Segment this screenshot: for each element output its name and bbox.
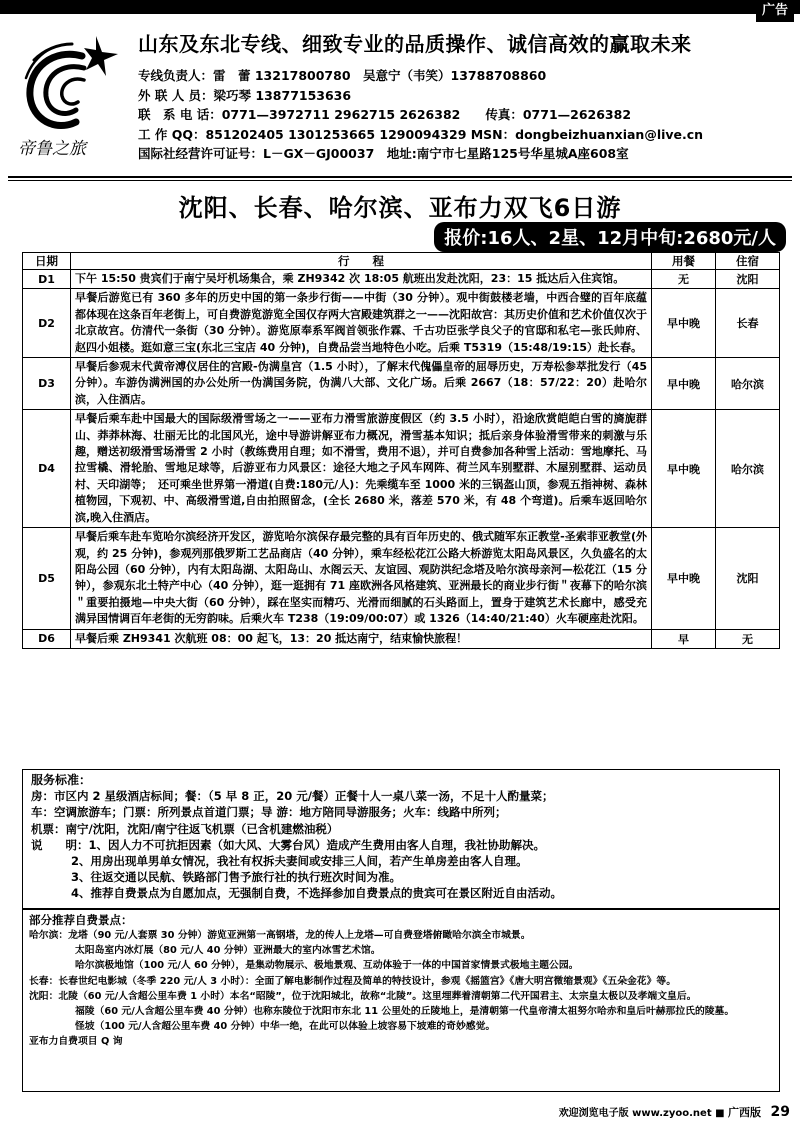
table-row xyxy=(23,270,780,289)
self-pay-attractions xyxy=(22,909,780,1092)
footer-edition-icon: ■ xyxy=(715,1108,725,1119)
row-desc: 早餐后乘车赴车览哈尔滨经济开发区，游览哈尔滨保存最完整的具有百年历史的、俄式随军东正教堂-圣索菲亚教堂(外观，约 25 分钟)，参观列那俄罗斯工艺品商店（40 分钟），乘车经松花江公路大桥游览太阳岛风景区，久负盛名的太阳岛公园（60 分钟），内有太阳岛湖、太阳岛山、水阁云天、友谊园、观防洪纪念塔及哈尔滨母亲河—松花江（15 分钟），参观东北土特产中心（40 分钟），逛一逛拥有 71 座欧洲各风格建筑、亚洲最长的商业步行街＂夜幕下的哈尔滨＂重要拍摄地—中央大街（60 分钟），踩在坚实而精巧、光滑而细腻的石头路面上，置身于建筑艺术长廊中，感受充满异国情调百年老街的无穷韵味。后乘火车 T238（19:09/00:07）或 1326（14:40/21:40）火车硬座赴沈阳。 xyxy=(71,528,652,629)
self-pay-harbin-1: 哈尔滨：龙塔（90 元/人套票 30 分钟）游览亚洲第一高钢塔，龙的传人上龙塔—可自费登塔俯瞰哈尔滨全市城景。 xyxy=(29,930,531,941)
self-pay-title: 部分推荐自费景点： xyxy=(29,913,133,927)
col-header-day: 日期 xyxy=(23,253,71,270)
contact-line-managers: 专线负责人：雷 蕾 13217800780 吴意宁（韦笑）13788708860 xyxy=(138,68,547,83)
row-meal: 早中晚 xyxy=(652,528,716,629)
contact-line-phone: 联 系 电 话：0771—3972711 2962715 2626382 传真：0771—2626382 xyxy=(138,107,632,122)
row-desc: 下午 15:50 贵宾们于南宁吴圩机场集合，乘 ZH9342 次 18:05 航班出发赴沈阳，23：15 抵达后入住宾馆。 xyxy=(71,270,652,289)
swirl-logo-icon xyxy=(14,30,124,160)
row-stay: 长春 xyxy=(716,289,780,358)
service-note-2: 2、用房出现单男单女情况，我社有权拆夫妻间或安排三人间，若产生单房差由客人自理。 xyxy=(71,854,528,869)
row-meal: 早中晚 xyxy=(652,410,716,528)
row-day: D6 xyxy=(23,629,71,648)
table-row xyxy=(23,528,780,629)
self-pay-shenyang-1: 沈阳：北陵（60 元/人含超公里车费 1 小时）本名“昭陵”，位于沈阳城北，故称“北陵”。这里埋葬着清朝第二代开国君主、太宗皇太极以及孝端文皇后。 xyxy=(29,990,697,1002)
agency-logo xyxy=(14,30,124,160)
row-desc: 早餐后乘 ZH9341 次航班 08：00 起飞，13：20 抵达南宁，结束愉快旅程！ xyxy=(71,629,652,648)
row-day: D4 xyxy=(23,410,71,528)
table-row xyxy=(23,410,780,528)
service-note-1: 说 明：1、因人力不可抗拒因素（如大风、大雾台风）造成产生费用由客人自理，我社协助解决。 xyxy=(31,837,545,852)
company-slogan: 山东及东北专线、细致专业的品质操作、诚信高效的赢取未来 xyxy=(138,32,692,56)
page-number: 29 xyxy=(770,1104,790,1120)
row-day: D5 xyxy=(23,528,71,629)
table-row xyxy=(23,358,780,410)
row-meal: 早 xyxy=(652,629,716,648)
col-header-itinerary: 行 程 xyxy=(71,253,652,270)
row-meal: 无 xyxy=(652,270,716,289)
col-header-meals: 用餐 xyxy=(652,253,716,270)
contact-info xyxy=(138,66,703,164)
self-pay-yabuli: 亚布力自费项目 Q 询 xyxy=(29,1036,123,1048)
row-stay: 哈尔滨 xyxy=(716,410,780,528)
logo-lettering: 帝鲁之旅 xyxy=(18,139,86,159)
self-pay-harbin-2: 太阳岛室内冰灯展（80 元/人 40 分钟）亚洲最大的室内冰雪艺术馆。 xyxy=(75,945,381,957)
service-title: 服务标准： xyxy=(31,773,92,787)
col-header-lodging: 住宿 xyxy=(716,253,780,270)
contact-line-license: 国际社经营许可证号：L－GX－GJ00037 地址:南宁市七星路125号华星城A座608室 xyxy=(138,146,629,161)
service-note-4: 4、推荐自费景点为自愿加点，无强制自费，不选择参加自费景点的贵宾可在景区附近自由活动。 xyxy=(71,886,562,901)
row-desc: 早餐后游览已有 360 多年的历史中国的第一条步行街——中街（30 分钟）。观中街鼓楼老墙，中西合璧的百年底蕴都体现在这条百年老街上，可自费游览游览全国仅存两大宫殿建筑群之一——沈阳故宫：其历史价值和艺术价值仅次于北京故宫。仿清代一条街（30 分钟）。游览原奉系军阀首领张作霖、千古功臣张学良父子的官邸和私宅—张氏帅府、赵四小姐楼。逛如意三宝(东北三宝店 40 分钟)，自费品尝当地特色小吃。后乘 T5319（15:48/19:15）赴长春。 xyxy=(71,289,652,358)
service-line-room: 房：市区内 2 星级酒店标间；餐：（5 早 8 正，20 元/餐）正餐十人一桌八菜一汤，不足十人酌量菜； xyxy=(31,789,554,804)
divider-rule-thin xyxy=(8,180,792,181)
top-black-bar xyxy=(0,0,800,14)
itinerary-table xyxy=(22,252,780,649)
price-banner: 报价:16人、2星、12月中旬:2680元/人 xyxy=(434,222,786,252)
self-pay-shenyang-3: 怪坡（100 元/人含超公里车费 40 分钟）中华一绝，在此可以体验上坡容易下坡难的奇妙感觉。 xyxy=(75,1021,496,1033)
service-standards xyxy=(22,769,780,909)
table-row xyxy=(23,629,780,648)
row-stay: 沈阳 xyxy=(716,270,780,289)
row-stay: 哈尔滨 xyxy=(716,358,780,410)
contact-line-qq: 工 作 QQ：851202405 1301253665 1290094329 MSN：dongbeizhuanxian@live.cn xyxy=(138,126,704,142)
row-meal: 早中晚 xyxy=(652,289,716,358)
self-pay-harbin-3: 哈尔滨极地馆（100 元/人 60 分钟），是集动物展示、极地景观、互动体验于一体的中国首家情景式极地主题公园。 xyxy=(75,960,579,972)
footer-site: 欢迎浏览电子版 www.zyoo.net xyxy=(558,1108,712,1119)
row-day: D1 xyxy=(23,270,71,289)
ad-tag: 广告 xyxy=(756,0,794,22)
page-footer xyxy=(559,1104,790,1120)
agency-header xyxy=(14,24,786,170)
itinerary-header-row xyxy=(23,253,780,270)
row-day: D2 xyxy=(23,289,71,358)
row-day: D3 xyxy=(23,358,71,410)
row-meal: 早中晚 xyxy=(652,358,716,410)
row-stay: 无 xyxy=(716,629,780,648)
service-line-vehicle: 车：空调旅游车；门票：所列景点首道门票；导 游：地方陪同导游服务；火车：线路中所列； xyxy=(31,805,507,820)
divider-rule-top xyxy=(8,176,792,178)
row-desc: 早餐后乘车赴中国最大的国际级滑雪场之一——亚布力滑雪旅游度假区（约 3.5 小时），沿途欣赏皑皑白雪的旖旎群山、莽莽林海、壮丽无比的北国风光，途中导游讲解亚布力概况，滑雪基本知识；抵后亲身体验滑雪带来的刺激与乐趣，赠送初级滑雪场滑雪 2 小时（教练费用自理；如不滑雪，费用不退），并可自费参加各种雪上活动：雪地摩托、马拉雪橇、滑轮胎、雪地足球等，后游亚布力风景区：途径大地之子风车网阵、荷兰风车别墅群、木屋别墅群、运动员村、天印湖等； 还可乘坐世界第一滑道(自费:180元/人)：先乘缆车至 1000 米的三锅盔山顶，参观五指神树、森林植物园，下观初、中、高级滑雪道,自由拍照留念，(全长 2680 米，落差 570 米，有 48 个弯道)。后乘车返回哈尔滨,晚入住酒店。 xyxy=(71,410,652,528)
row-stay: 沈阳 xyxy=(716,528,780,629)
row-desc: 早餐后参观末代黄帝溥仪居住的宫殿-伪满皇宫（1.5 小时），了解末代傀儡皇帝的屈辱历史，万寿松参萃批发行（45 分钟）。车游伪满洲国的办公处所一伪满国务院，伪满八大部、文化广场。后乘 2667（18：57/22：20）赴哈尔滨，入住酒店。 xyxy=(71,358,652,410)
table-row xyxy=(23,289,780,358)
service-line-ticket: 机票：南宁/沈阳，沈阳/南宁往返飞机票（已含机建燃油税） xyxy=(31,821,339,836)
self-pay-changchun: 长春：长春世纪电影城（冬季 220 元/人 3 小时）：全面了解电影制作过程及简单的特技设计，参观《摇篮宫》《唐大明宫微缩景观》《五朵金花》等。 xyxy=(29,975,676,987)
service-note-3: 3、往返交通以民航、铁路部门售予旅行社的执行班次时间为准。 xyxy=(71,870,401,885)
self-pay-shenyang-2: 福陵（60 元/人含超公里车费 40 分钟）也称东陵位于沈阳市东北 11 公里处的丘陵地上，是清朝第一代皇帝清太祖努尔哈赤和皇后叶赫那拉氏的陵墓。 xyxy=(75,1006,735,1018)
contact-line-liaison: 外 联 人 员：梁巧琴 13877153636 xyxy=(138,87,352,103)
footer-edition: 广西版 xyxy=(728,1106,762,1119)
tour-title: 沈阳、长春、哈尔滨、亚布力双飞6日游 xyxy=(178,194,622,222)
